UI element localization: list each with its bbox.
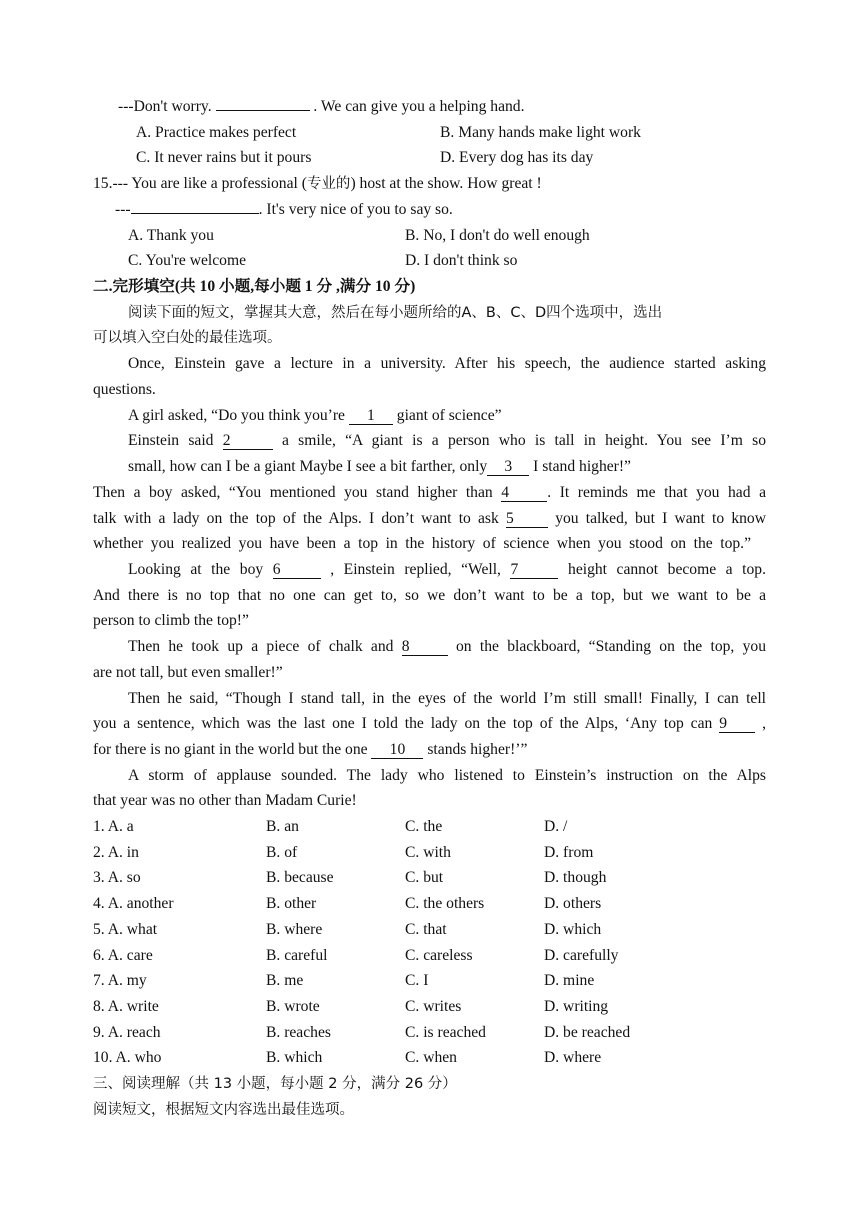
q14-option-b: B. Many hands make light work (440, 124, 641, 141)
choice-7-a: 7. A. my (93, 972, 147, 989)
passage-p5-line3: person to climb the top!” (93, 612, 249, 629)
choice-2-c: C. with (405, 844, 451, 861)
cloze-blank-4: 4 (501, 484, 547, 502)
passage-p2: A girl asked, “Do you think you’re 1 giant of science” (128, 407, 502, 424)
passage-p8-line2: that year was no other than Madam Curie! (93, 792, 357, 809)
choice-1-c: C. the (405, 818, 443, 835)
section3-instruction: 阅读短文，根据短文内容选出最佳选项。 (93, 1102, 354, 1118)
choice-7-c: C. I (405, 972, 429, 989)
cloze-blank-6: 6 (273, 561, 321, 579)
cloze-blank-10: 10 (371, 741, 423, 759)
choice-5-d: D. which (544, 921, 602, 938)
q15-option-c: C. You're welcome (128, 252, 247, 269)
passage-p3-line2: small, how can I be a giant Maybe I see a bit farther, only 3 I stand higher!” (128, 458, 631, 475)
passage-p6-line2: are not tall, but even smaller!” (93, 664, 283, 681)
passage-p3-line1: Einstein said 2 a smile, “A giant is a person who is tall in height. You see I’m so (128, 432, 766, 449)
choice-9-c: C. is reached (405, 1024, 486, 1041)
passage-p7-line1: Then he said, “Though I stand tall, in the eyes of the world I’m still small! Finally, I can tell (128, 690, 766, 707)
choice-9-d: D. be reached (544, 1024, 631, 1041)
q15-answer-blank (131, 213, 259, 214)
passage-p5-line1: Looking at the boy 6 , Einstein replied, “Well, 7 height cannot become a top. (128, 561, 766, 578)
section3-heading: 三、阅读理解（共 13 小题，每小题 2 分，满分 26 分） (93, 1076, 457, 1092)
choice-3-d: D. though (544, 869, 607, 886)
q15-option-d: D. I don't think so (405, 252, 518, 269)
passage-p6-line1: Then he took up a piece of chalk and 8 on the blackboard, “Standing on the top, you (128, 638, 766, 655)
choice-3-a: 3. A. so (93, 869, 141, 886)
choice-4-b: B. other (266, 895, 317, 912)
q15-reply: --- . It's very nice of you to say so. (115, 201, 453, 218)
choice-8-b: B. wrote (266, 998, 320, 1015)
q14-stem: ---Don't worry. . We can give you a helping hand. (118, 98, 525, 115)
cloze-blank-2: 2 (223, 432, 273, 450)
choice-6-a: 6. A. care (93, 947, 153, 964)
q15-stem: 15.--- You are like a professional (专业的) host at the show. How great ! (93, 175, 542, 192)
q14-option-c: C. It never rains but it pours (136, 149, 312, 166)
choice-7-b: B. me (266, 972, 304, 989)
choice-3-c: C. but (405, 869, 444, 886)
choice-9-a: 9. A. reach (93, 1024, 161, 1041)
choice-5-a: 5. A. what (93, 921, 158, 938)
q14-option-d: D. Every dog has its day (440, 149, 594, 166)
passage-p4-line1: Then a boy asked, “You mentioned you stand higher than 4 . It reminds me that you had a (93, 484, 766, 501)
choice-8-c: C. writes (405, 998, 462, 1015)
choice-1-b: B. an (266, 818, 299, 835)
q14-option-a: A. Practice makes perfect (136, 124, 297, 141)
q15-option-a: A. Thank you (128, 227, 214, 244)
choice-4-d: D. others (544, 895, 602, 912)
choice-6-c: C. careless (405, 947, 473, 964)
choice-8-a: 8. A. write (93, 998, 159, 1015)
q15-option-b: B. No, I don't do well enough (405, 227, 590, 244)
cloze-blank-5: 5 (506, 510, 548, 528)
passage-p4-line3: whether you realized you have been a top in the history of science when you stood on the top.” (93, 535, 751, 552)
choice-5-c: C. that (405, 921, 447, 938)
choice-10-a: 10. A. who (93, 1049, 162, 1066)
choice-2-a: 2. A. in (93, 844, 139, 861)
passage-p7-line3: for there is no giant in the world but the one 10 stands higher!’” (93, 741, 528, 758)
choice-9-b: B. reaches (266, 1024, 331, 1041)
section2-heading: 二.完形填空(共 10 小题,每小题 1 分 ,满分 10 分) (93, 278, 416, 295)
choice-5-b: B. where (266, 921, 323, 938)
q14-answer-blank (216, 110, 310, 111)
section2-instruction-line2: 可以填入空白处的最佳选项。 (93, 330, 282, 346)
passage-p7-line2: you a sentence, which was the last one I told the lady on the top of the Alps, ‘Any top can 9 , (93, 715, 766, 732)
choice-1-a: 1. A. a (93, 818, 134, 835)
choice-10-b: B. which (266, 1049, 323, 1066)
passage-p8-line1: A storm of applause sounded. The lady who listened to Einstein’s instruction on the Alps (128, 767, 766, 784)
choice-6-d: D. carefully (544, 947, 619, 964)
passage-p4-line2: talk with a lady on the top of the Alps. I don’t want to ask 5 you talked, but I want to know (93, 510, 766, 527)
cloze-blank-7: 7 (510, 561, 558, 579)
choice-10-c: C. when (405, 1049, 457, 1066)
section2-instruction-line1: 阅读下面的短文，掌握其大意，然后在每小题所给的A、B、C、D四个选项中，选出 (128, 305, 663, 321)
choice-4-a: 4. A. another (93, 895, 174, 912)
choice-2-b: B. of (266, 844, 298, 861)
choice-10-d: D. where (544, 1049, 602, 1066)
choice-3-b: B. because (266, 869, 334, 886)
choice-6-b: B. careful (266, 947, 328, 964)
cloze-blank-3: 3 (487, 458, 529, 476)
choice-7-d: D. mine (544, 972, 595, 989)
cloze-blank-9: 9 (719, 715, 755, 733)
choice-2-d: D. from (544, 844, 594, 861)
cloze-blank-8: 8 (402, 638, 448, 656)
cloze-blank-1: 1 (349, 407, 393, 425)
passage-p1-line2: questions. (93, 381, 156, 398)
passage-p5-line2: And there is no top that no one can get to, so we don’t want to be a top, but we want to be a (93, 587, 766, 604)
choice-1-d: D. / (544, 818, 568, 835)
choice-4-c: C. the others (405, 895, 485, 912)
choice-8-d: D. writing (544, 998, 609, 1015)
passage-p1-line1: Once, Einstein gave a lecture in a university. After his speech, the audience started asking (128, 355, 766, 372)
